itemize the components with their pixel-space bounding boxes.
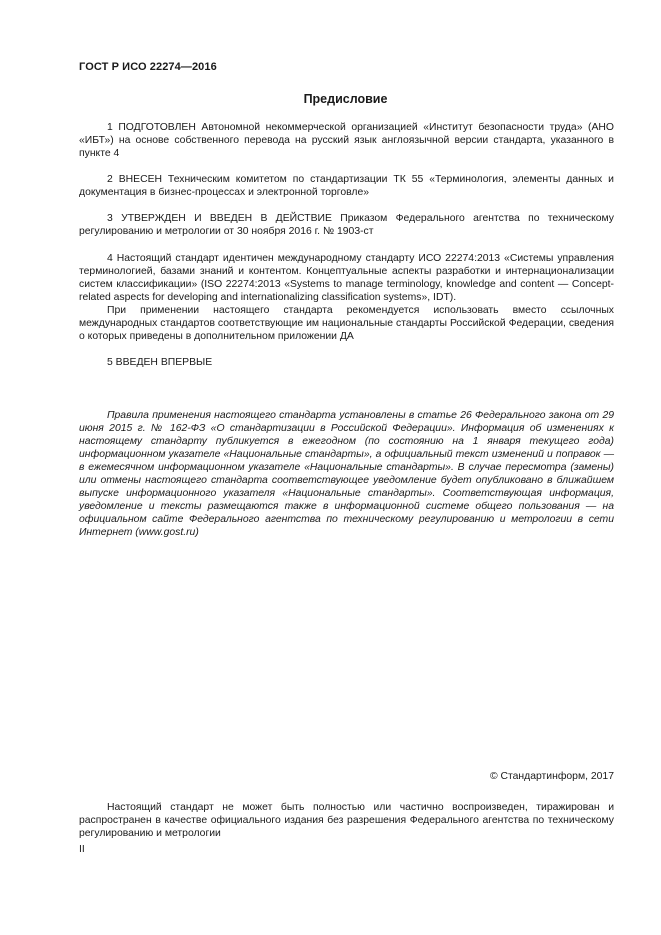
- reproduction-notice: Настоящий стандарт не может быть полностью или частично воспроизведен, тиражирован и распространен в качестве официального издания без разрешения Федерального агентства по техническому регулированию и метрологии: [79, 802, 614, 839]
- preface-item-1: 1 ПОДГОТОВЛЕН Автономной некоммерческой организацией «Институт безопасности труда» (АНО «ИБТ») на основе собственного перевода на русский язык англоязычной версии стандарта, указанного в пункте 4: [79, 122, 614, 159]
- preface-title: Предисловие: [303, 92, 388, 106]
- preface-item-4-note: При применении настоящего стандарта рекомендуется использовать вместо ссылочных международных стандартов соответствующие им национальные стандарты Российской Федерации, сведения о которых приведены в дополнительном приложении ДА: [79, 305, 614, 342]
- preface-item-5: 5 ВВЕДЕН ВПЕРВЫЕ: [107, 357, 213, 368]
- copyright-line: © Стандартинформ, 2017: [489, 771, 614, 782]
- preface-item-4: 4 Настоящий стандарт идентичен международному стандарту ИСО 22274:2013 «Системы управления терминологией, базами знаний и контентом. Концептуальные аспекты разработки и интернационализации систем классификации» (ISO 22274:2013 «Systems to manage terminology, knowledge and content — Concept-related aspects for developing and internationalizing classification systems», IDT).: [79, 253, 614, 303]
- document-code-header: ГОСТ Р ИСО 22274—2016: [79, 61, 217, 73]
- preface-item-2: 2 ВНЕСЕН Техническим комитетом по стандартизации ТК 55 «Терминология, элементы данных и документация в бизнес-процессах и электронной торговле»: [79, 174, 614, 198]
- preface-item-3: 3 УТВЕРЖДЕН И ВВЕДЕН В ДЕЙСТВИЕ Приказом Федерального агентства по техническому регулированию и метрологии от 30 ноября 2016 г. № 1903-ст: [79, 213, 614, 237]
- page-number: II: [79, 844, 85, 855]
- standard-application-notice: Правила применения настоящего стандарта установлены в статье 26 Федерального закона от 29 июня 2015 г. № 162-ФЗ «О стандартизации в Российской Федерации». Информация об изменениях к настоящему стандарту публикуется в ежегодном (по состоянию на 1 января текущего года) информационном указателе «Национальные стандарты», а официальный текст изменений и поправок — в ежемесячном информационном указателе «Национальные стандарты». В случае пересмотра (замены) или отмены настоящего стандарта соответствующее уведомление будет опубликовано в ближайшем выпуске информационного указателя «Национальные стандарты». Соответствующая информация, уведомление и тексты размещаются также в информационной системе общего пользования — на официальном сайте Федерального агентства по техническому регулированию и метрологии в сети Интернет (www.gost.ru): [79, 410, 614, 538]
